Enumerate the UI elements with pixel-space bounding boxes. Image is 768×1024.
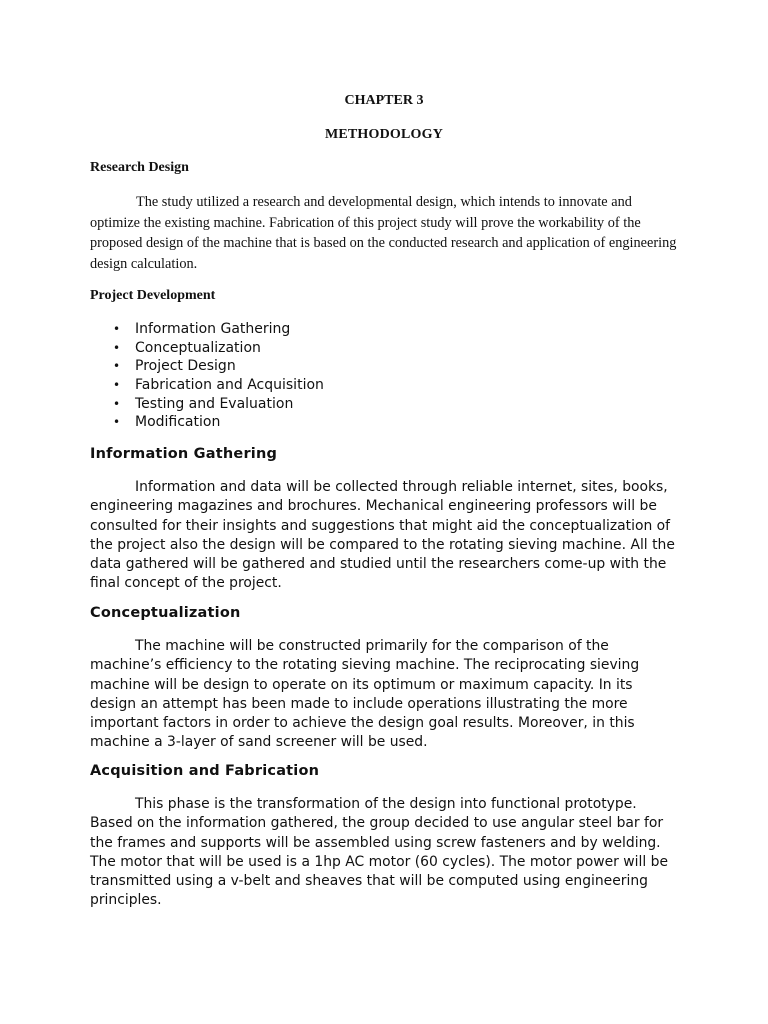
- list-item-label: Modification: [135, 414, 221, 431]
- acquisition-fabrication-heading: Acquisition and Fabrication: [90, 763, 320, 779]
- bullet-icon: •: [113, 340, 121, 355]
- conceptualization-paragraph: The machine will be constructed primarily for the comparison of the machine’s efficiency to the rotating sieving machine. The reciprocating sieving machine will be design to operate on its optimum or maximum capacity. In its design an attempt has been made to include operations illustrating the more important factors in order to achieve the design goal results. Moreover, in this machine a 3-layer of sand screener will be used.: [90, 638, 640, 751]
- information-gathering-paragraph: Information and data will be collected through reliable internet, sites, books, engineering magazines and brochures. Mechanical engineering professors will be consulted for their insights and suggestions that might aid the conceptualization of the project also the design will be compared to the rotating sieving machine. All the data gathered will be gathered and studied until the researchers come-up with the final concept of the project.: [90, 479, 675, 592]
- conceptualization-heading: Conceptualization: [90, 605, 241, 621]
- list-item: [90, 339, 324, 358]
- bullet-icon: •: [113, 378, 121, 393]
- acquisition-fabrication-paragraph: This phase is the transformation of the design into functional prototype. Based on the information gathered, the group decided to use angular steel bar for the frames and supports will be assembled using screw fasteners and by welding. The motor that will be used is a 1hp AC motor (60 cycles). The motor power will be transmitted using a v-belt and sheaves that will be computed using engineering principles.: [90, 796, 669, 909]
- information-gathering-heading: Information Gathering: [90, 446, 278, 462]
- research-design-paragraph: The study utilized a research and developmental design, which intends to innovate and optimize the existing machine. Fabrication of this project study will prove the workability of the proposed design of the machine that is based on the conducted research and application of engineering design calculation.: [90, 194, 677, 273]
- list-item: [90, 376, 324, 395]
- page-title: METHODOLOGY: [324, 127, 444, 142]
- project-development-heading: Project Development: [90, 288, 216, 303]
- list-item-label: Project Design: [135, 358, 236, 375]
- list-item-label: Testing and Evaluation: [135, 395, 294, 412]
- bullet-icon: •: [113, 322, 121, 336]
- list-item-label: Information Gathering: [135, 321, 291, 337]
- list-item: [90, 395, 324, 414]
- bullet-icon: •: [113, 359, 121, 374]
- research-design-heading: Research Design: [90, 160, 189, 175]
- bullet-icon: •: [113, 396, 121, 411]
- list-item: [90, 413, 324, 432]
- chapter-label: CHAPTER 3: [344, 93, 424, 108]
- list-item: [90, 357, 324, 376]
- bullet-icon: •: [113, 415, 121, 430]
- list-item-label: Conceptualization: [135, 339, 261, 356]
- project-development-list: [90, 320, 324, 432]
- list-item-label: Fabrication and Acquisition: [135, 377, 324, 394]
- list-item: [90, 320, 324, 339]
